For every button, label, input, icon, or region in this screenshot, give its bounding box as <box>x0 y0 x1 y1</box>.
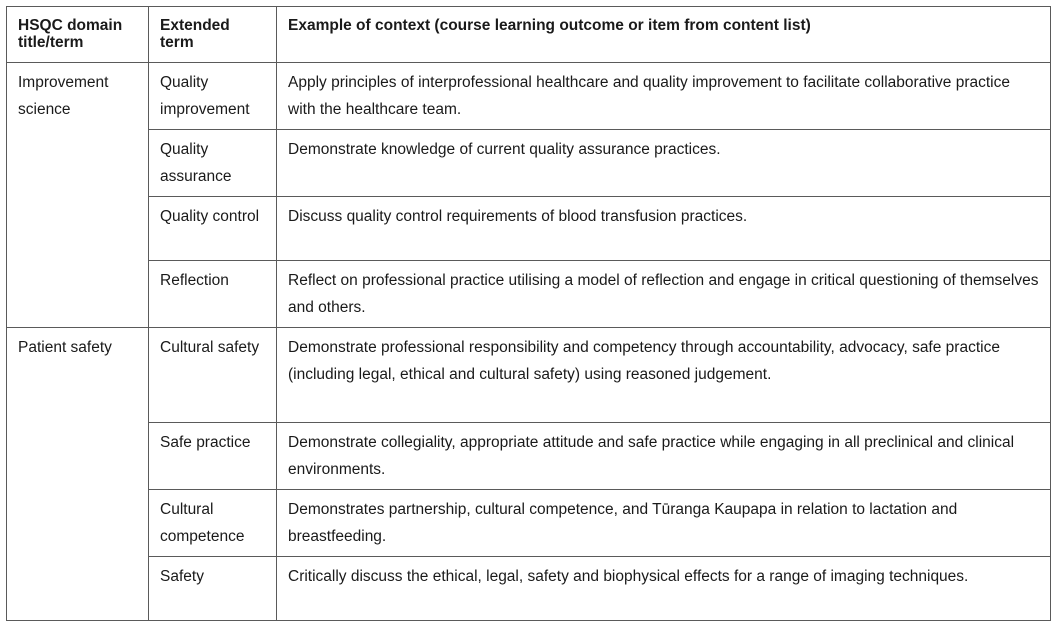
header-domain-term: HSQC domain title/term <box>7 7 149 63</box>
example-cell: Apply principles of interprofessional healthcare and quality improvement to facilitate collaborative practice with the healthcare team. <box>277 63 1051 130</box>
table-row <box>7 557 1051 621</box>
example-cell: Demonstrate knowledge of current quality assurance practices. <box>277 130 1051 197</box>
extended-term-cell: Reflection <box>149 261 277 328</box>
extended-term-cell: Quality control <box>149 197 277 261</box>
hsqc-terms-table <box>6 6 1051 621</box>
example-cell: Discuss quality control requirements of blood transfusion practices. <box>277 197 1051 261</box>
domain-cell-patient-safety: Patient safety <box>7 328 149 621</box>
example-cell: Demonstrate collegiality, appropriate attitude and safe practice while engaging in all preclinical and clinical environments. <box>277 423 1051 490</box>
example-cell: Reflect on professional practice utilising a model of reflection and engage in critical questioning of themselves and others. <box>277 261 1051 328</box>
table-row <box>7 130 1051 197</box>
table-row <box>7 423 1051 490</box>
table-row <box>7 197 1051 261</box>
extended-term-cell: Safety <box>149 557 277 621</box>
header-row <box>7 7 1051 63</box>
example-cell: Demonstrates partnership, cultural competence, and Tūranga Kaupapa in relation to lactation and breastfeeding. <box>277 490 1051 557</box>
example-cell: Demonstrate professional responsibility and competency through accountability, advocacy, safe practice (including legal, ethical and cultural safety) using reasoned judgement. <box>277 328 1051 423</box>
extended-term-cell: Quality improvement <box>149 63 277 130</box>
table-row <box>7 261 1051 328</box>
domain-cell-improvement-science: Improvement science <box>7 63 149 328</box>
extended-term-cell: Quality assurance <box>149 130 277 197</box>
table-row <box>7 328 1051 423</box>
header-example-context: Example of context (course learning outcome or item from content list) <box>277 7 1051 63</box>
example-cell: Critically discuss the ethical, legal, safety and biophysical effects for a range of imaging techniques. <box>277 557 1051 621</box>
extended-term-cell: Cultural competence <box>149 490 277 557</box>
extended-term-cell: Safe practice <box>149 423 277 490</box>
header-extended-term: Extended term <box>149 7 277 63</box>
table-row <box>7 63 1051 130</box>
table-row <box>7 490 1051 557</box>
extended-term-cell: Cultural safety <box>149 328 277 423</box>
